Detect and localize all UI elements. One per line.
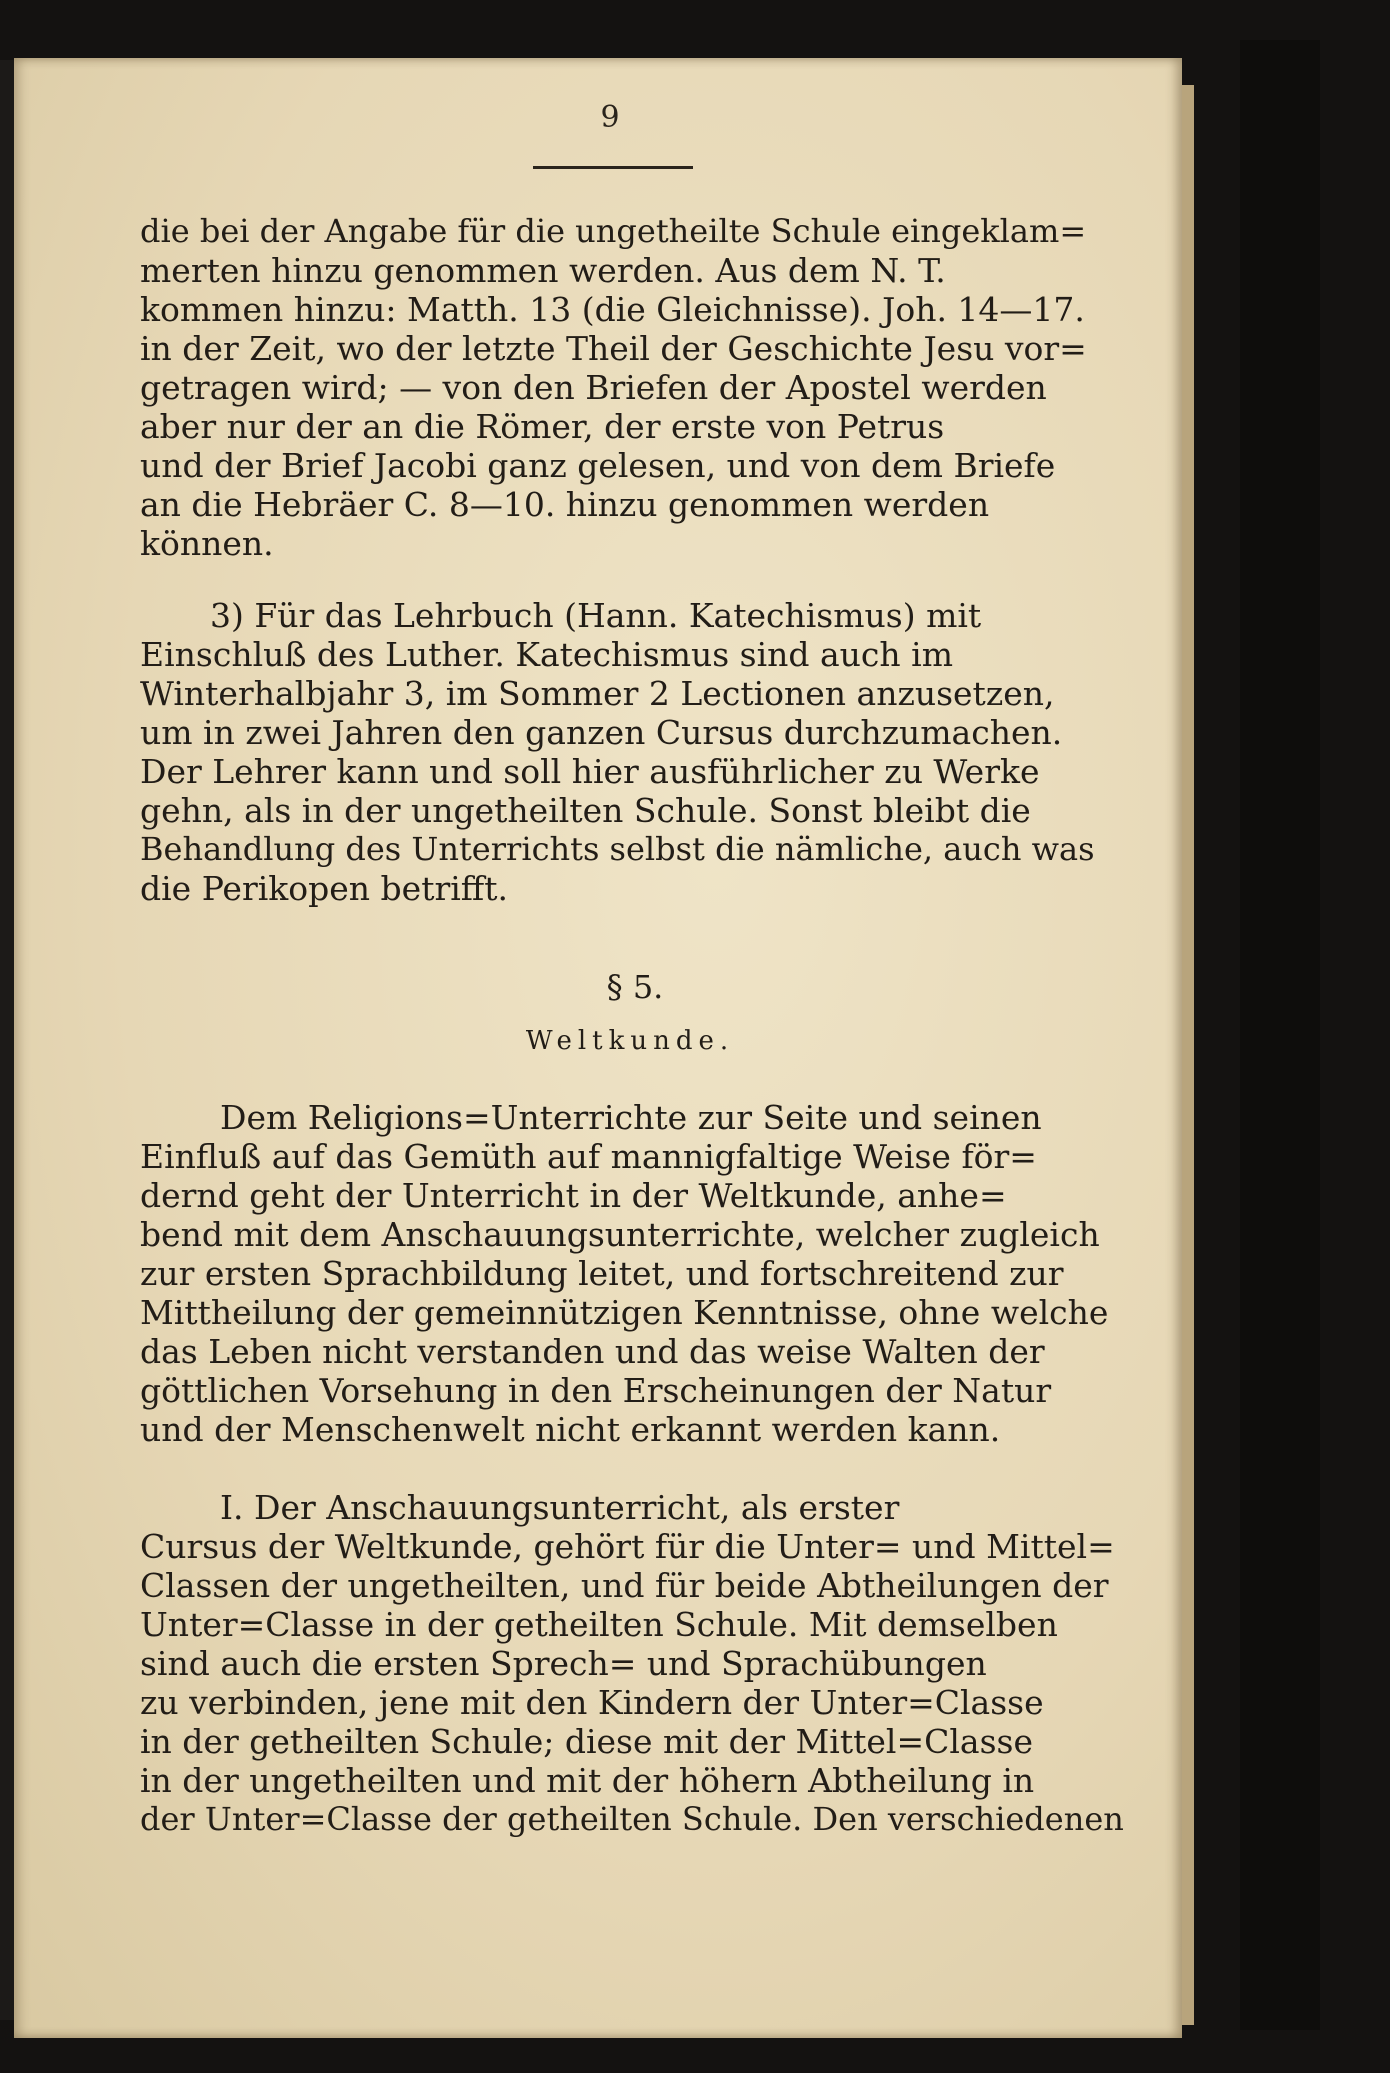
text-line: merten hinzu genommen werden. Aus dem N. T.	[140, 251, 946, 290]
text-line: Einschluß des Luther. Katechismus sind auch im	[140, 635, 953, 674]
text-line: um in zwei Jahren den ganzen Cursus durchzumachen.	[140, 713, 1063, 752]
text-line: das Leben nicht verstanden und das weise Walten der	[140, 1332, 1045, 1371]
text-line: aber nur der an die Römer, der erste von Petrus	[140, 407, 945, 446]
text-line: göttlichen Vorsehung in den Erscheinungen der Natur	[140, 1371, 1052, 1410]
text-line: gehn, als in der ungetheilten Schule. Sonst bleibt die	[140, 791, 1031, 830]
text-line: zu verbinden, jene mit den Kindern der Unter=Classe	[140, 1683, 1044, 1722]
page-number: 9	[600, 100, 620, 135]
text-line: Classen der ungetheilten, und für beide Abtheilungen der	[140, 1566, 1109, 1605]
text-line: bend mit dem Anschauungsunterrichte, welcher zugleich	[140, 1215, 1100, 1254]
text-line: die bei der Angabe für die ungetheilte Schule eingeklam=	[140, 212, 1087, 250]
text-line: zur ersten Sprachbildung leitet, und fortschreitend zur	[140, 1254, 1064, 1293]
text-line: Der Lehrer kann und soll hier ausführlicher zu Werke	[140, 752, 1040, 791]
text-line: I. Der Anschauungsunterricht, als erster	[220, 1488, 900, 1527]
text-line: dernd geht der Unterricht in der Weltkunde, anhe=	[140, 1176, 1007, 1215]
left-page-edge	[0, 60, 14, 2020]
dark-background-strip	[1240, 40, 1320, 2030]
text-line: getragen wird; — von den Briefen der Apostel werden	[140, 368, 1047, 407]
header-rule	[533, 166, 693, 169]
paragraph-3	[140, 1098, 1130, 1449]
text-line: Mittheilung der gemeinnützigen Kenntnisse, ohne welche	[140, 1293, 1109, 1332]
text-line: in der getheilten Schule; diese mit der Mittel=Classe	[140, 1722, 1033, 1761]
paragraph-2	[140, 596, 1110, 908]
paragraph-4	[140, 1488, 1130, 1839]
text-line: Winterhalbjahr 3, im Sommer 2 Lectionen anzusetzen,	[140, 674, 1055, 713]
paragraph-1	[140, 212, 1110, 563]
text-line: können.	[140, 524, 274, 563]
text-line: und der Brief Jacobi ganz gelesen, und von dem Briefe	[140, 446, 1056, 485]
text-line: in der Zeit, wo der letzte Theil der Geschichte Jesu vor=	[140, 329, 1087, 368]
section-title: Weltkunde.	[525, 1026, 735, 1056]
text-line: Behandlung des Unterrichts selbst die nämliche, auch was	[140, 830, 1095, 868]
text-line: 3) Für das Lehrbuch (Hann. Katechismus) mit	[210, 596, 982, 635]
text-line: Cursus der Weltkunde, gehört für die Unter= und Mittel=	[140, 1527, 1115, 1566]
text-line: an die Hebräer C. 8—10. hinzu genommen werden	[140, 485, 990, 524]
text-line: der Unter=Classe der getheilten Schule. Den verschiedenen	[140, 1800, 1124, 1838]
text-line: Dem Religions=Unterrichte zur Seite und seinen	[220, 1098, 1042, 1137]
section-number: § 5.	[606, 968, 664, 1006]
text-line: kommen hinzu: Matth. 13 (die Gleichnisse). Joh. 14—17.	[140, 290, 1085, 329]
text-line: sind auch die ersten Sprech= und Sprachübungen	[140, 1644, 987, 1683]
page-edge	[1182, 85, 1194, 2025]
text-line: Einfluß auf das Gemüth auf mannigfaltige Weise för=	[140, 1137, 1037, 1176]
text-line: und der Menschenwelt nicht erkannt werden kann.	[140, 1410, 1001, 1449]
text-line: in der ungetheilten und mit der höhern Abtheilung in	[140, 1761, 1035, 1800]
text-line: die Perikopen betrifft.	[140, 869, 508, 908]
text-line: Unter=Classe in der getheilten Schule. Mit demselben	[140, 1605, 1058, 1644]
